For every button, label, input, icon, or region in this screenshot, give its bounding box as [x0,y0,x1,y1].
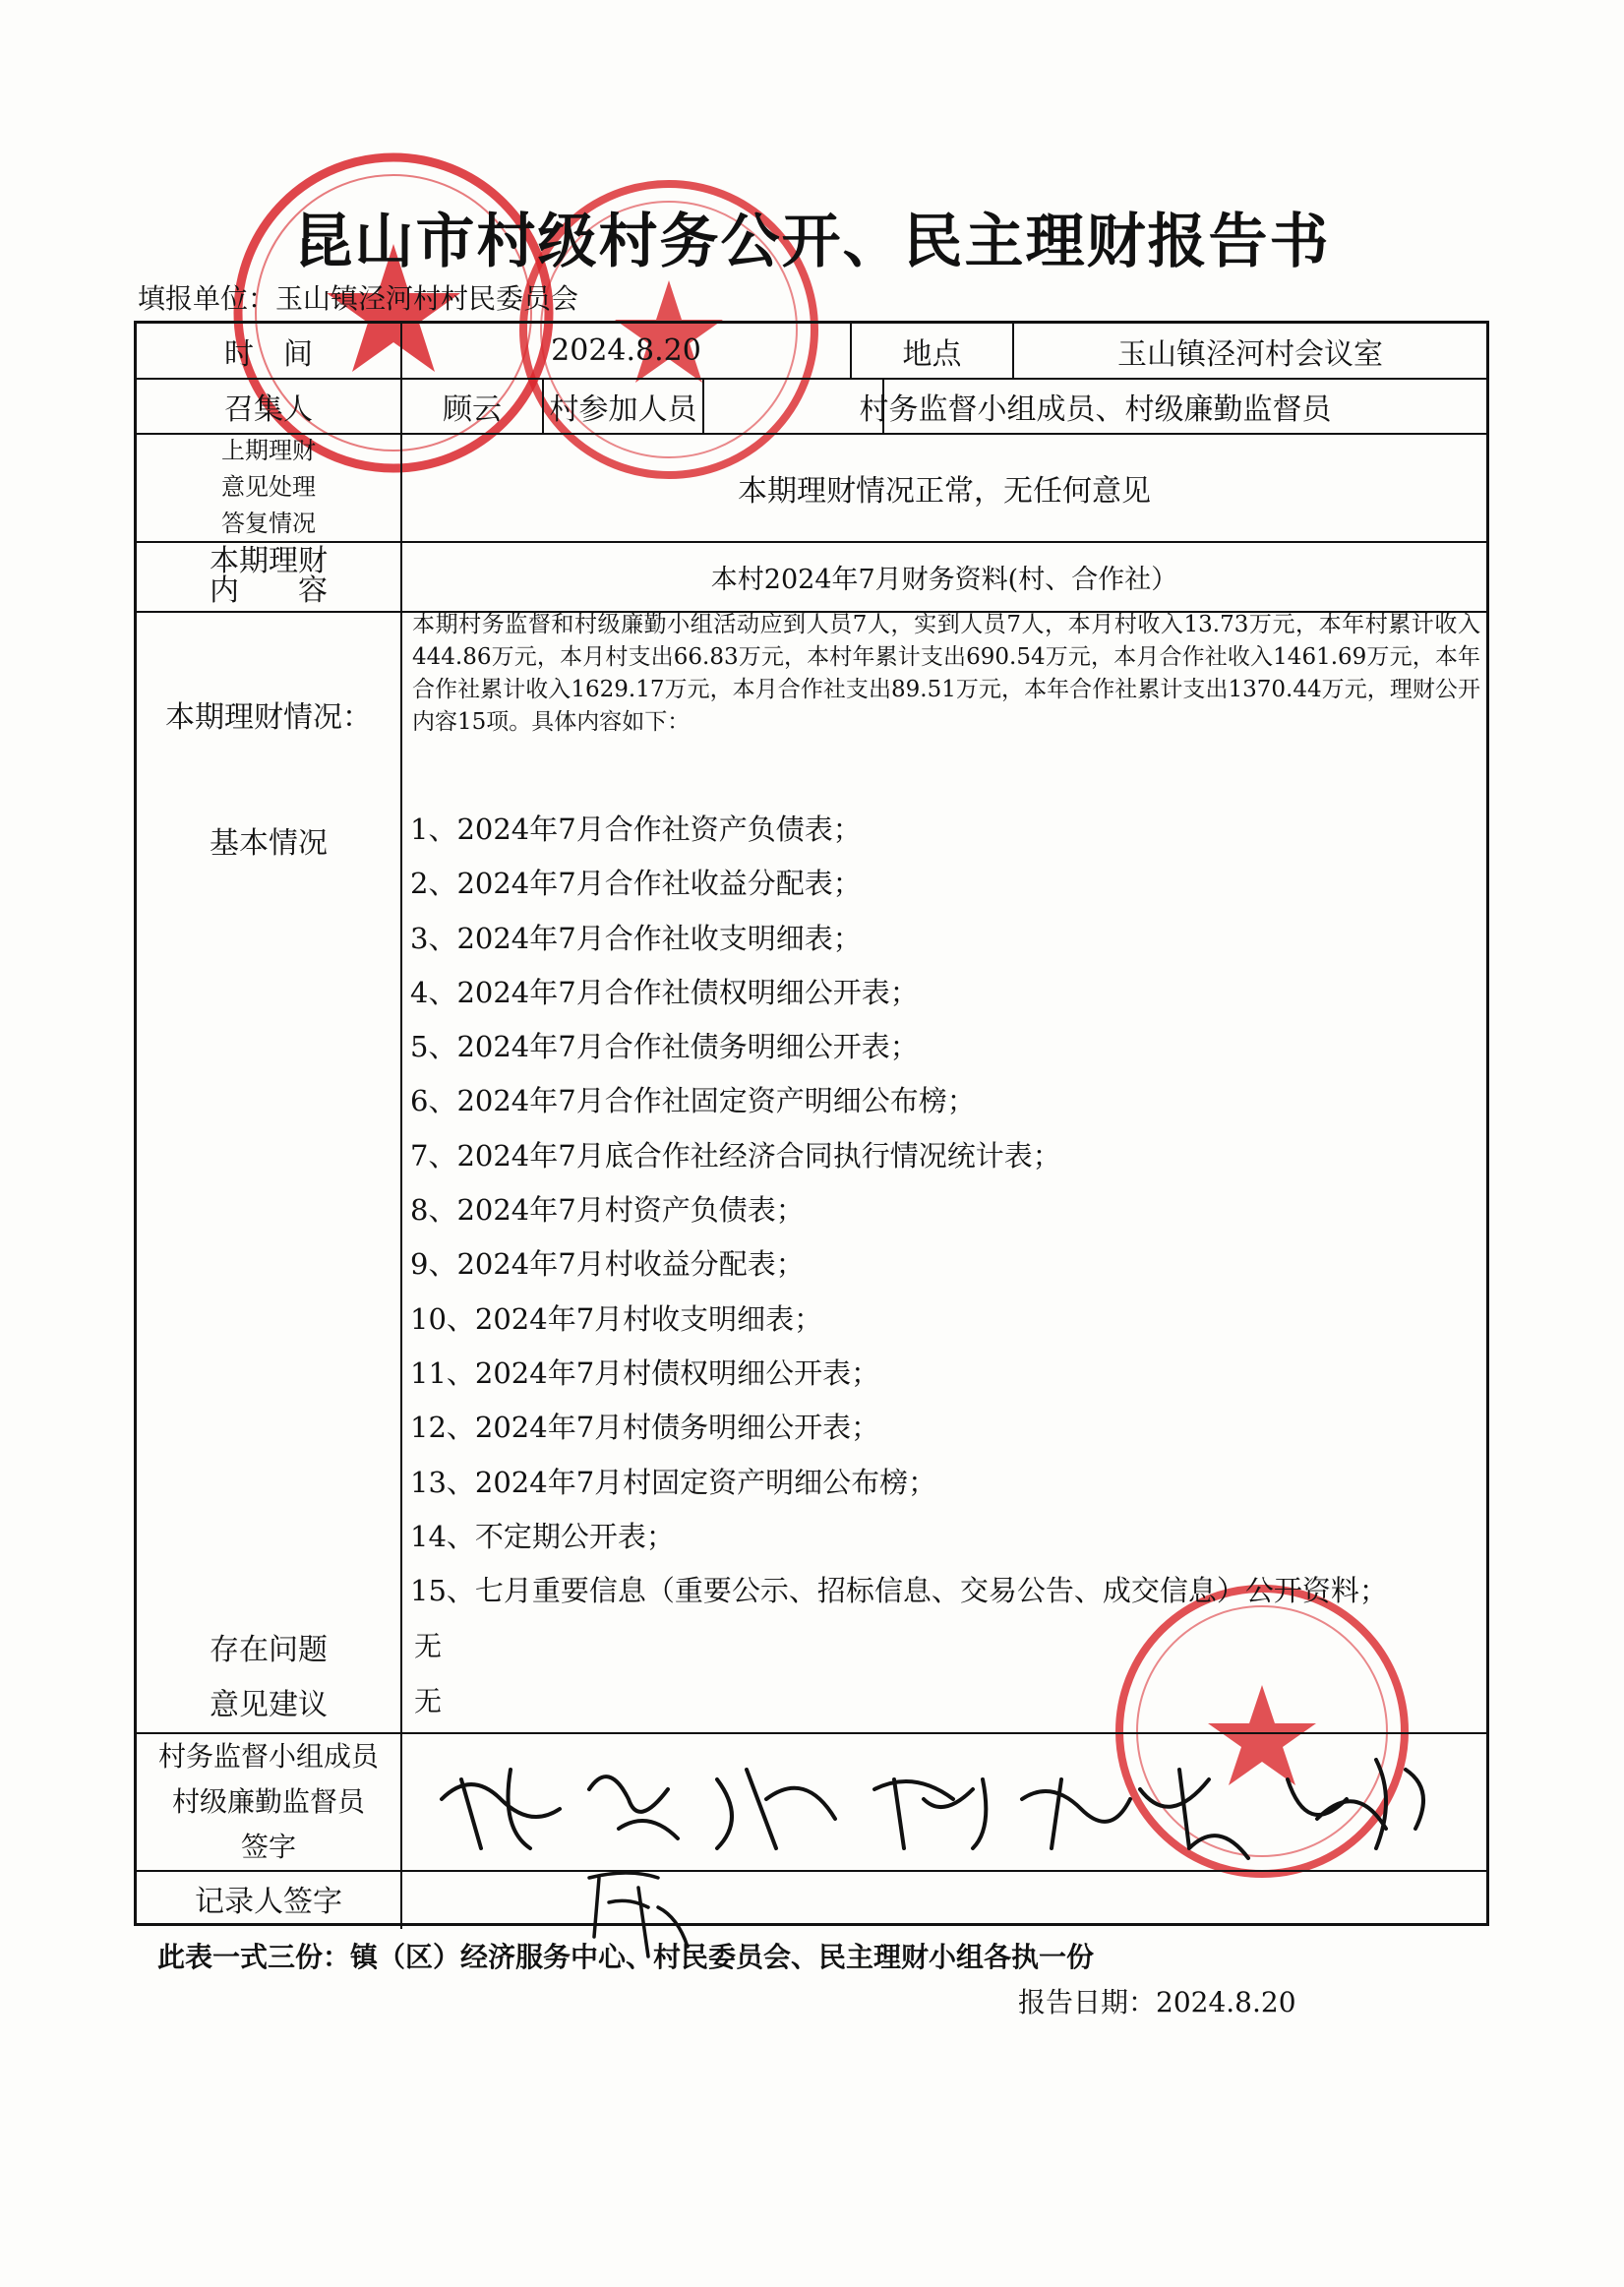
list-item: 11、2024年7月村债权明细公开表； [410,1355,880,1390]
convener-label: 召集人 [224,391,313,427]
report-table [134,321,1489,1926]
list-item: 3、2024年7月合作社收支明细表； [410,921,862,955]
participants-label: 村参加人员 [549,391,697,427]
list-item: 5、2024年7月合作社债务明细公开表； [410,1030,919,1064]
prev-opinion-label-line2: 意见处理 [221,473,316,501]
signature-label-line3: 签字 [240,1830,296,1863]
prev-opinion-value: 本期理财情况正常，无任何意见 [738,473,1151,509]
list-item: 10、2024年7月村收支明细表； [410,1301,823,1336]
period-content-label-line2: 内 容 [210,573,328,608]
list-item: 14、不定期公开表； [410,1519,675,1553]
report-date: 报告日期：2024.8.20 [1018,1986,1296,2018]
list-item: 12、2024年7月村债务明细公开表； [410,1411,880,1445]
fill-unit: 填报单位：玉山镇泾河村村民委员会 [138,282,579,315]
list-item: 9、2024年7月村收益分配表； [410,1247,805,1282]
situation-label: 本期理财情况： [165,700,372,735]
list-item: 1、2024年7月合作社资产负债表； [410,812,862,846]
content-list [410,803,1482,1618]
location-value: 玉山镇泾河村会议室 [1117,336,1383,372]
signature-label [137,1733,400,1870]
list-item: 6、2024年7月合作社固定资产明细公布榜； [410,1084,976,1118]
basic-info-label: 基本情况 [210,826,328,861]
list-item: 13、2024年7月村固定资产明细公布榜； [410,1465,937,1499]
list-item: 15、七月重要信息（重要公示、招标信息、交易公告、成交信息）公开资料； [410,1574,1388,1608]
signature-label-line1: 村务监督小组成员 [157,1739,379,1773]
suggestions-label: 意见建议 [210,1688,328,1722]
prev-opinion-label-line1: 上期理财 [221,437,316,464]
handwritten-signatures [432,1740,1474,1868]
issues-value: 无 [414,1630,443,1662]
list-item: 2、2024年7月合作社收益分配表； [410,867,862,901]
issues-label: 存在问题 [210,1633,328,1667]
footer-note: 此表一式三份：镇（区）经济服务中心、村民委员会、民主理财小组各执一份 [157,1941,1095,1973]
time-value: 2024.8.20 [551,333,701,368]
suggestions-value: 无 [414,1685,443,1717]
period-content-value: 本村2024年7月财务资料(村、合作社） [710,564,1178,595]
period-content-label [137,542,400,611]
convener-value: 顾云 [443,391,502,427]
list-item: 8、2024年7月村资产负债表； [410,1193,805,1228]
page-title: 昆山市村级村务公开、民主理财报告书 [293,208,1331,276]
prev-opinion-label-line3: 答复情况 [221,510,316,537]
location-label: 地点 [902,336,962,372]
list-item: 4、2024年7月合作社债权明细公开表； [410,975,919,1009]
period-content-label-line1: 本期理财 [210,544,328,578]
prev-opinion-label [137,434,400,541]
recorder-label: 记录人签字 [195,1885,342,1919]
situation-text: 本期村务监督和村级廉勤小组活动应到人员7人，实到人员7人，本月村收入13.73万元，本年村累计收入444.86万元，本月村支出66.83万元，本村年累计支出690.54万元，本月合作社收入1461.69万元，本年合作社累计收入1629.17万元，本月合作社支出89.51万元，本年合作社累计支出1370.44万元，理财公开内容15项。具体内容如下： [412,612,1480,735]
list-item: 7、2024年7月底合作社经济合同执行情况统计表； [410,1138,1061,1173]
time-label: 时 间 [224,336,313,372]
signature-label-line2: 村级廉勤监督员 [171,1784,365,1818]
participants-value: 村务监督小组成员、村级廉勤监督员 [859,391,1332,427]
